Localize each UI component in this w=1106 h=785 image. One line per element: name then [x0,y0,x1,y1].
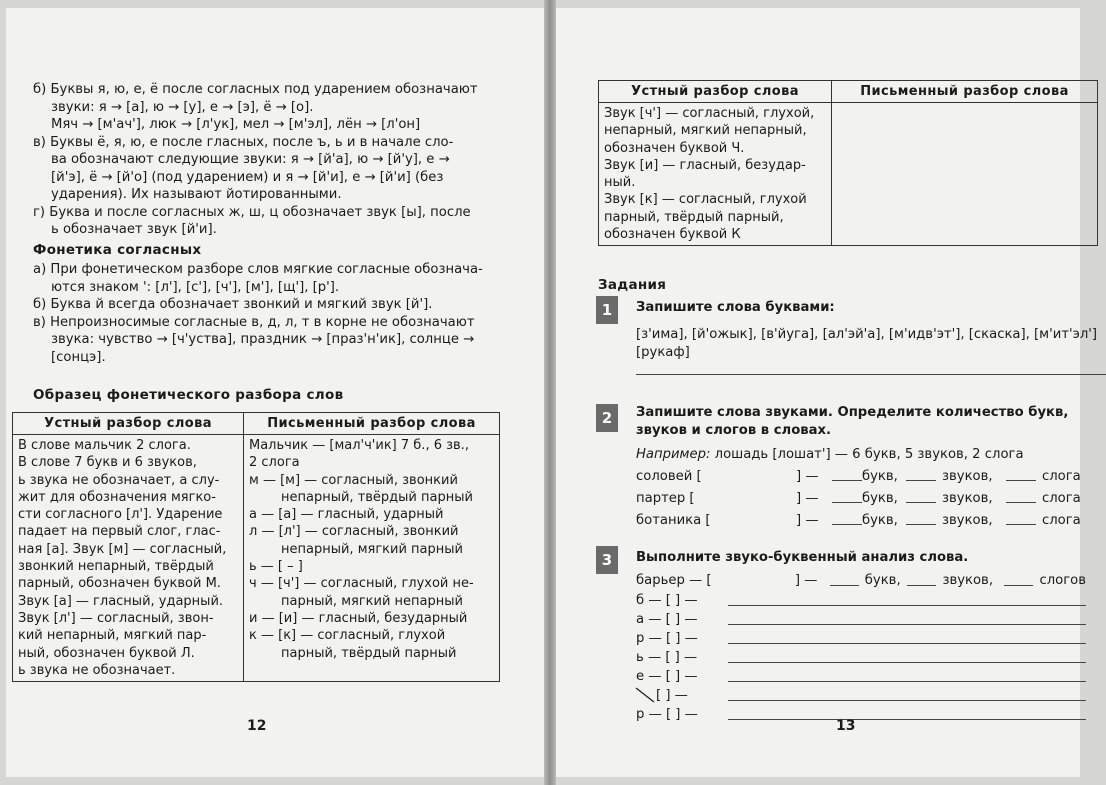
page-number: 12 [247,718,267,734]
oral-line: кий непарный, мягкий пар- [18,628,207,644]
sounds-blank[interactable] [907,571,936,586]
rule-line: звуки: я → [а], ю → [у], е → [э], ё → [о]. [51,99,314,115]
letter-row [636,686,1086,705]
letters-blank[interactable] [830,571,859,586]
letter-label-text: [ ] — [656,688,688,703]
written-line: и — [и] — гласный, безударный [249,610,468,626]
written-line: непарный, мягкий парный [281,541,463,557]
analysis-blank[interactable] [728,591,1086,606]
letter-label: ь — [ ] — [636,650,698,665]
rule-line: ь обозначает звук [й'и]. [51,222,217,237]
letter-row [636,610,1086,629]
example-text: лошадь [лошат'] — 6 букв, 5 звуков, 2 слога [714,447,1024,462]
sample-heading: Образец фонетического разбора слов [33,387,344,403]
sounds-blank[interactable] [906,510,936,525]
letter-label: а — [ ] — [636,612,698,627]
word-row [636,466,1086,488]
table-header: Устный разбор слова [599,81,832,103]
oral-line: жит для обозначения мягко- [18,489,216,505]
unit-label: букв, [862,469,898,484]
analysis-blank[interactable] [728,686,1086,701]
oral-line: Звук [л'] — согласный, звон- [18,610,214,626]
oral-line: ная [а]. Звук [м] — согласный, [18,541,227,557]
example-label: Например: [636,447,711,462]
written-line: ь — [ – ] [249,559,303,575]
answer-line[interactable] [636,374,1106,375]
rule-line: ются знаком ': [л'], [с'], [ч'], [м'], [щ'], [р']. [51,279,340,295]
letter-row [636,648,1086,667]
task-number-badge: 1 [596,296,618,324]
analysis-blank[interactable] [728,629,1086,644]
written-analysis-cell [832,103,1098,246]
word-label: партер [ [636,491,695,506]
table-header: Письменный разбор слова [244,413,500,435]
unit-label: звуков, [942,491,993,506]
unit-label: букв, [862,513,898,528]
bracket-close: ] — [796,513,819,528]
diagonal-arrow-icon [634,686,656,704]
written-analysis-cell [244,435,500,682]
syllables-blank[interactable] [1006,510,1036,525]
written-line: парный, мягкий непарный [281,593,463,609]
rule-line: ва обозначают следующие звуки: я → [й'а], ю → [й'у], е → [51,152,450,167]
oral-line: Звук [ч'] — согласный, глухой, [604,106,815,121]
rule-line: г) Буква и после согласных ж, ш, ц обозначает звук [ы], после [33,204,471,220]
word-row [636,488,1086,510]
written-line: а — [а] — гласный, ударный [249,507,444,523]
oral-line: непарный, мягкий непарный, [604,123,807,139]
analysis-blank[interactable] [728,648,1086,663]
rule-line: б) Буквы я, ю, е, ё после согласных под ударением обозначают [33,82,478,97]
task-2 [596,404,1086,532]
bracket-close: ] — [794,573,818,588]
rule-line: Мяч → [м'ач'], люк → [л'ук], мел → [м'эл], лён → [л'он] [51,117,421,132]
continued-table [598,80,1098,246]
rule-line: звука: чувство → [ч'уства], праздник → [праз'н'ик], солнце → [51,332,475,347]
task-title: Запишите слова буквами: [636,300,835,315]
unit-label: слога [1042,491,1081,506]
rule-line: ударения). Их называют йотированными. [51,187,342,202]
word-rows [636,466,1086,532]
written-line: парный, твёрдый парный [281,645,457,661]
task-words: [з'има], [й'ожык], [в'йуга], [ал'эй'а], [м'идв'эт'], [скаска], [м'ит'эл'] [636,327,1098,342]
task-number-badge: 3 [596,546,618,574]
bracket-close: ] — [796,469,819,484]
written-line: непарный, твёрдый парный [281,489,473,505]
letter-label: р — [ ] — [636,707,698,722]
letter-row [636,629,1086,648]
oral-line: звонкий непарный, твёрдый [18,559,214,575]
unit-label: слогов [1039,573,1087,588]
letter-row [636,591,1086,610]
sounds-blank[interactable] [906,466,936,481]
analysis-blank[interactable] [728,610,1086,625]
oral-line: В слове 7 букв и 6 звуков, [18,455,197,471]
sample-table [12,412,500,682]
page-left [6,8,544,777]
rule-line: [й'э], ё → [й'о] (под ударением) и я → [й'и], е → [й'и] (без [51,169,444,185]
unit-label: звуков, [942,469,993,484]
rule-line: в) Непроизносимые согласные в, д, л, т в корне не обозначают [33,314,475,330]
tasks-heading: Задания [598,277,667,293]
rule-line: б) Буква й всегда обозначает звонкий и мягкий звук [й']. [33,297,433,312]
vowel-rules [33,81,513,239]
table-header: Устный разбор слова [13,413,244,435]
oral-line: ный. [604,175,636,191]
task-number-badge: 2 [596,404,618,432]
sounds-blank[interactable] [906,488,936,503]
oral-analysis-cell [599,103,832,246]
unit-label: слога [1042,513,1081,528]
task-3 [596,546,1086,724]
letters-blank[interactable] [832,510,862,525]
task-1 [596,296,1098,375]
oral-line: Звук [к] — согласный, глухой [604,192,807,208]
oral-analysis-cell [13,435,244,682]
word-label: ботаника [ [636,513,711,528]
written-line: 2 слога [249,455,300,471]
letter-label: е — [ ] — [636,669,698,684]
analysis-blank[interactable] [728,705,1086,720]
written-line: м — [м] — согласный, звонкий [249,472,458,488]
syllables-blank[interactable] [1006,488,1036,503]
unit-label: букв, [862,491,898,506]
syllables-blank[interactable] [1004,571,1033,586]
written-line: л — [л'] — согласный, звонкий [249,524,459,540]
unit-label: слога [1042,469,1081,484]
analysis-rows [636,571,1086,724]
oral-line: Звук [а] — гласный, ударный. [18,593,224,609]
phonetics-rules [33,261,513,366]
task-title-cont: звуков и слогов в словах. [636,423,832,438]
book-gutter [544,0,556,785]
oral-line: ь звука не обозначает. [18,662,176,678]
letter-label: р — [ ] — [636,631,698,646]
oral-line: парный, обозначен буквой М. [18,576,221,592]
oral-line: обозначен буквой К [604,227,741,243]
task-title: Выполните звуко-буквенный анализ слова. [636,550,969,565]
word-label: барьер — [ [636,573,712,588]
oral-line: обозначен буквой Ч. [604,140,745,156]
phonetics-heading: Фонетика согласных [33,242,202,258]
letter-label [636,686,728,705]
table-header: Письменный разбор слова [832,81,1098,103]
syllables-blank[interactable] [1006,466,1036,481]
oral-line: В слове мальчик 2 слога. [18,438,191,453]
letter-row [636,705,1086,724]
oral-line: сти согласного [л']. Ударение [18,507,223,523]
written-line: к — [к] — согласный, глухой [249,628,446,644]
task-title: Запишите слова звуками. Определите количество букв, [636,405,1069,420]
task-words: [рукаф] [636,345,690,360]
letters-blank[interactable] [832,466,862,481]
analysis-blank[interactable] [728,667,1086,682]
rule-line: в) Буквы ё, я, ю, е после гласных, после ъ, ь и в начале сло- [33,134,454,150]
word-label: соловей [ [636,469,702,484]
task-example [636,446,1086,464]
oral-line: падает на первый слог, глас- [18,524,221,540]
oral-line: Звук [и] — гласный, безудар- [604,157,806,173]
letter-label: б — [ ] — [636,593,698,608]
written-line: Мальчик — [мал'ч'ик] 7 б., 6 зв., [249,438,469,453]
rule-line: а) При фонетическом разборе слов мягкие согласные обознача- [33,262,483,277]
bracket-close: ] — [796,491,819,506]
oral-line: парный, твёрдый парный, [604,209,784,225]
word-row [636,510,1086,532]
unit-label: звуков, [942,573,994,588]
page-right [556,8,1098,777]
page-number: 13 [836,718,856,734]
oral-line: ь звука не обозначает, а слу- [18,472,220,488]
written-line: ч — [ч'] — согласный, глухой не- [249,576,474,592]
rule-line: [сонцэ]. [51,349,106,365]
unit-label: букв, [864,573,901,588]
unit-label: звуков, [942,513,993,528]
word-row [636,571,1086,591]
oral-line: ный, обозначен буквой Л. [18,645,195,661]
letter-row [636,667,1086,686]
letters-blank[interactable] [832,488,862,503]
